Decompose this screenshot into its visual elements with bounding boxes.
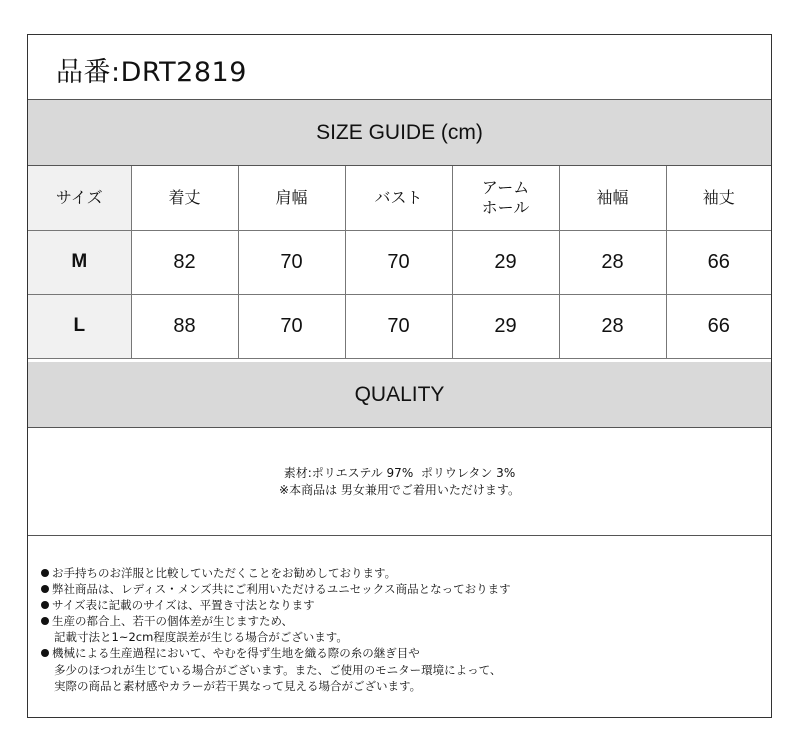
header-sleeve-length: 袖丈 <box>666 166 771 230</box>
bullet-icon <box>41 617 49 625</box>
header-size: サイズ <box>28 166 131 230</box>
note-line: 機械による生産過程において、やむを得ず生地を織る際の糸の継ぎ目や <box>52 646 420 661</box>
bullet-icon <box>41 601 49 609</box>
header-bust: バスト <box>345 166 452 230</box>
table-cell: 28 <box>559 230 666 294</box>
note-line: 実際の商品と素材感やカラーが若干異なって見える場合がございます。 <box>54 678 422 693</box>
note-item <box>41 597 511 613</box>
table-cell: 70 <box>238 230 345 294</box>
header-armhole: アーム ホール <box>452 166 559 230</box>
note-item <box>41 613 511 629</box>
size-row-m <box>28 230 771 294</box>
note-item <box>41 581 511 597</box>
material-text: 素材:ポリエステル 97% ポリウレタン 3% <box>283 465 516 480</box>
quality-header: QUALITY <box>28 362 771 428</box>
bullet-icon <box>41 649 49 657</box>
size-guide-header: SIZE GUIDE (cm) <box>28 100 771 166</box>
header-sleeve-width: 袖幅 <box>559 166 666 230</box>
table-cell: 66 <box>666 230 771 294</box>
note-line: 多少のほつれが生じている場合がございます。また、ご使用のモニター環境によって、 <box>54 662 502 677</box>
size-label: M <box>28 230 131 294</box>
note-line: 記載寸法と1~2cm程度誤差が生じる場合がございます。 <box>54 630 348 645</box>
material-section <box>28 428 771 536</box>
product-code: 品番:DRT2819 <box>56 57 247 88</box>
table-cell: 70 <box>345 230 452 294</box>
bullet-icon <box>41 569 49 577</box>
note-line: 生産の都合上、若干の個体差が生じますため、 <box>52 614 294 629</box>
table-cell: 82 <box>131 230 238 294</box>
note-item <box>41 565 511 581</box>
product-code-row <box>28 35 771 100</box>
note-line: サイズ表に記載のサイズは、平置き寸法となります <box>52 598 315 613</box>
table-cell: 29 <box>452 294 559 358</box>
size-guide-frame <box>27 34 772 718</box>
note-line: お手持ちのお洋服と比較していただくことをお勧めしております。 <box>52 566 397 580</box>
size-table-header-row <box>28 166 771 230</box>
note-line: 弊社商品は、レディス・メンズ共にご利用いただけるユニセックス商品となっております <box>52 582 511 597</box>
bullet-icon <box>41 585 49 593</box>
header-length: 着丈 <box>131 166 238 230</box>
table-cell: 88 <box>131 294 238 358</box>
table-cell: 70 <box>238 294 345 358</box>
size-table <box>28 166 771 359</box>
unisex-note: ※本商品は 男女兼用でご着用いただけます。 <box>279 482 520 497</box>
table-cell: 66 <box>666 294 771 358</box>
notes-list <box>41 565 511 694</box>
size-label: L <box>28 294 131 358</box>
table-cell: 70 <box>345 294 452 358</box>
table-cell: 28 <box>559 294 666 358</box>
note-item <box>41 645 511 661</box>
table-cell: 29 <box>452 230 559 294</box>
size-row-l <box>28 294 771 358</box>
header-shoulder: 肩幅 <box>238 166 345 230</box>
